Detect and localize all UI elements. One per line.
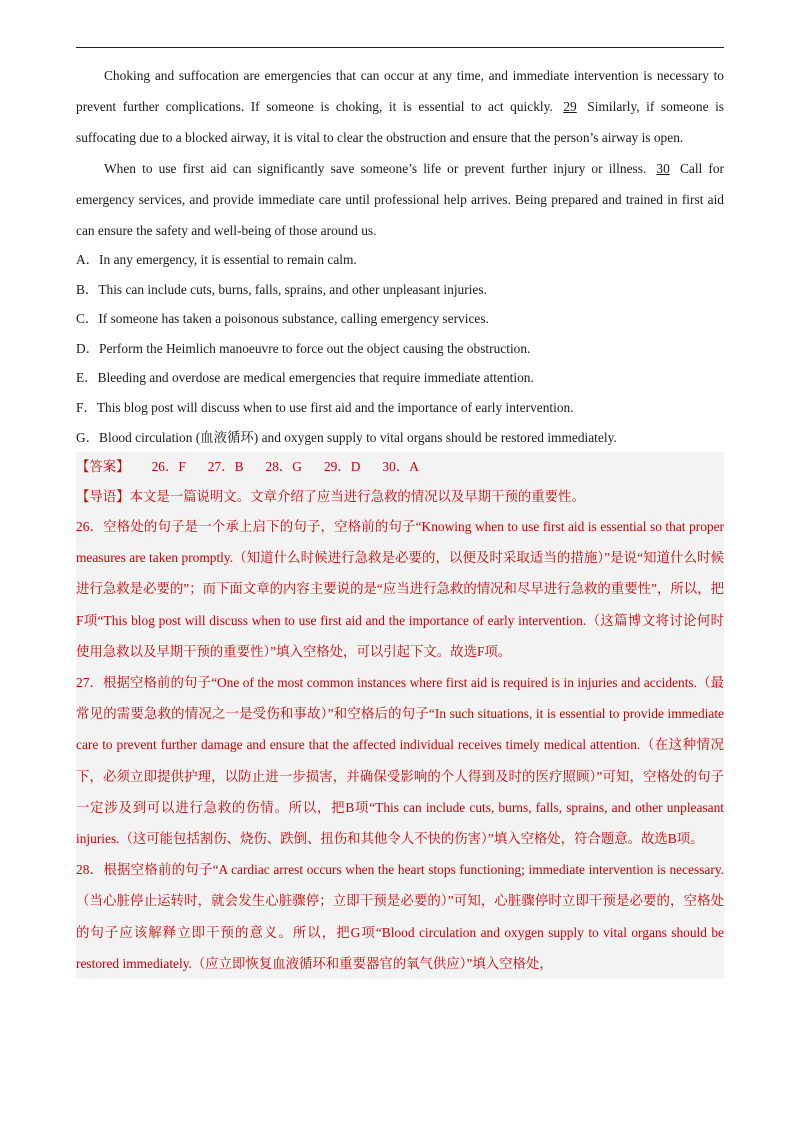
blank-29: 29 bbox=[563, 99, 577, 114]
answer-key: 30．A bbox=[382, 459, 419, 475]
option-f: F．This blog post will discuss when to use first aid and the importance of early intervention. bbox=[76, 399, 574, 415]
option-c: C．If someone has taken a poisonous substance, calling emergency services. bbox=[76, 311, 489, 327]
answer-key: 28．G bbox=[265, 459, 302, 475]
explanation-28: 28．根据空格前的句子“A cardiac arrest occurs when the heart stops functioning; immediate intervention is necessary.（当心脏停止运转时，就会发生心脏骤停；立即干预是必要的）”可知，心脏骤停时立即干预是必要的，空格处的句子应该解释立即干预的意义。所以，把G项“Blood circulation and oxygen supply to vital organs should be restored immediately.（应立即恢复血液循环和重要器官的氧气供应）”填入空格处， bbox=[76, 862, 724, 971]
blank-30: 30 bbox=[656, 161, 670, 176]
passage-text: When to use first aid can significantly save someone’s life or prevent further injury or illness. bbox=[104, 161, 653, 176]
guide-line bbox=[76, 482, 724, 511]
passage-paragraph-2 bbox=[76, 153, 724, 246]
answer-key-box bbox=[76, 452, 724, 979]
option-g: G．Blood circulation (血液循环) and oxygen supply to vital organs should be restored immediately. bbox=[76, 429, 617, 445]
option-b: B．This can include cuts, burns, falls, sprains, and other unpleasant injuries. bbox=[76, 281, 487, 297]
passage-text: Call for emergency services, and provide immediate care until professional help arrives. Being prepared and trained in first aid can ensure the safety and well-being of those around us. bbox=[76, 161, 725, 238]
passage-text: Similarly, if someone is suffocating due to a blocked airway, it is vital to clear the obstruction and ensure that the person’s airway is open. bbox=[76, 99, 725, 145]
passage-text: Choking and suffocation are emergencies that can occur at any time, and immediate intervention is necessary to prevent further complications. If someone is choking, it is essential to act quickly. bbox=[76, 68, 724, 114]
answer-key: 26．F bbox=[151, 459, 186, 475]
answer-key: 29．D bbox=[323, 459, 361, 475]
options-list bbox=[76, 245, 724, 452]
answer-label: 【答案】 bbox=[76, 459, 130, 475]
explanation-26: 26．空格处的句子是一个承上启下的句子，空格前的句子“Knowing when to use first aid is essential so that proper measures are taken promptly.（知道什么时候进行急救是必要的，以便及时采取适当的措施）”是说“知道什么时候进行急救是必要的”；而下面文章的内容主要说的是“应当进行急救的情况和尽早进行急救的重要性”，所以，把F项“This blog post will discuss when to use first aid and the importance of early intervention.（这篇博文将讨论何时使用急救以及早期干预的重要性）”填入空格处，可以引起下文。故选F项。 bbox=[76, 518, 724, 659]
header-rule bbox=[76, 47, 724, 48]
guide-text: 本文是一篇说明文。文章介绍了应当进行急救的情况以及早期干预的重要性。 bbox=[129, 488, 585, 504]
document-body bbox=[76, 60, 724, 979]
guide-label: 【导语】 bbox=[76, 488, 130, 504]
option-e: E．Bleeding and overdose are medical emergencies that require immediate attention. bbox=[76, 370, 534, 386]
option-a: A．In any emergency, it is essential to remain calm. bbox=[76, 252, 357, 267]
answer-section bbox=[76, 452, 724, 979]
answer-key-line bbox=[76, 452, 724, 481]
answer-key: 27．B bbox=[207, 459, 244, 475]
passage-paragraph-1 bbox=[76, 60, 724, 153]
option-d: D．Perform the Heimlich manoeuvre to force out the object causing the obstruction. bbox=[76, 340, 531, 356]
explanation-27: 27．根据空格前的句子“One of the most common instances where first aid is required is in injuries and accidents.（最常见的需要急救的情况之一是受伤和事故）”和空格后的句子“In such situations, it is essential to provide immediate care to prevent further damage and ensure that the affected individual receives timely medical attention.（在这种情况下，必须立即提供护理，以防止进一步损害，并确保受影响的个人得到及时的医疗照顾）”可知，空格处的句子一定涉及到可以进行急救的伤情。所以，把B项“This can include cuts, burns, falls, sprains, and other unpleasant injuries.（这可能包括割伤、烧伤、跌倒、扭伤和其他令人不快的伤害）”填入空格处，符合题意。故选B项。 bbox=[76, 674, 724, 846]
